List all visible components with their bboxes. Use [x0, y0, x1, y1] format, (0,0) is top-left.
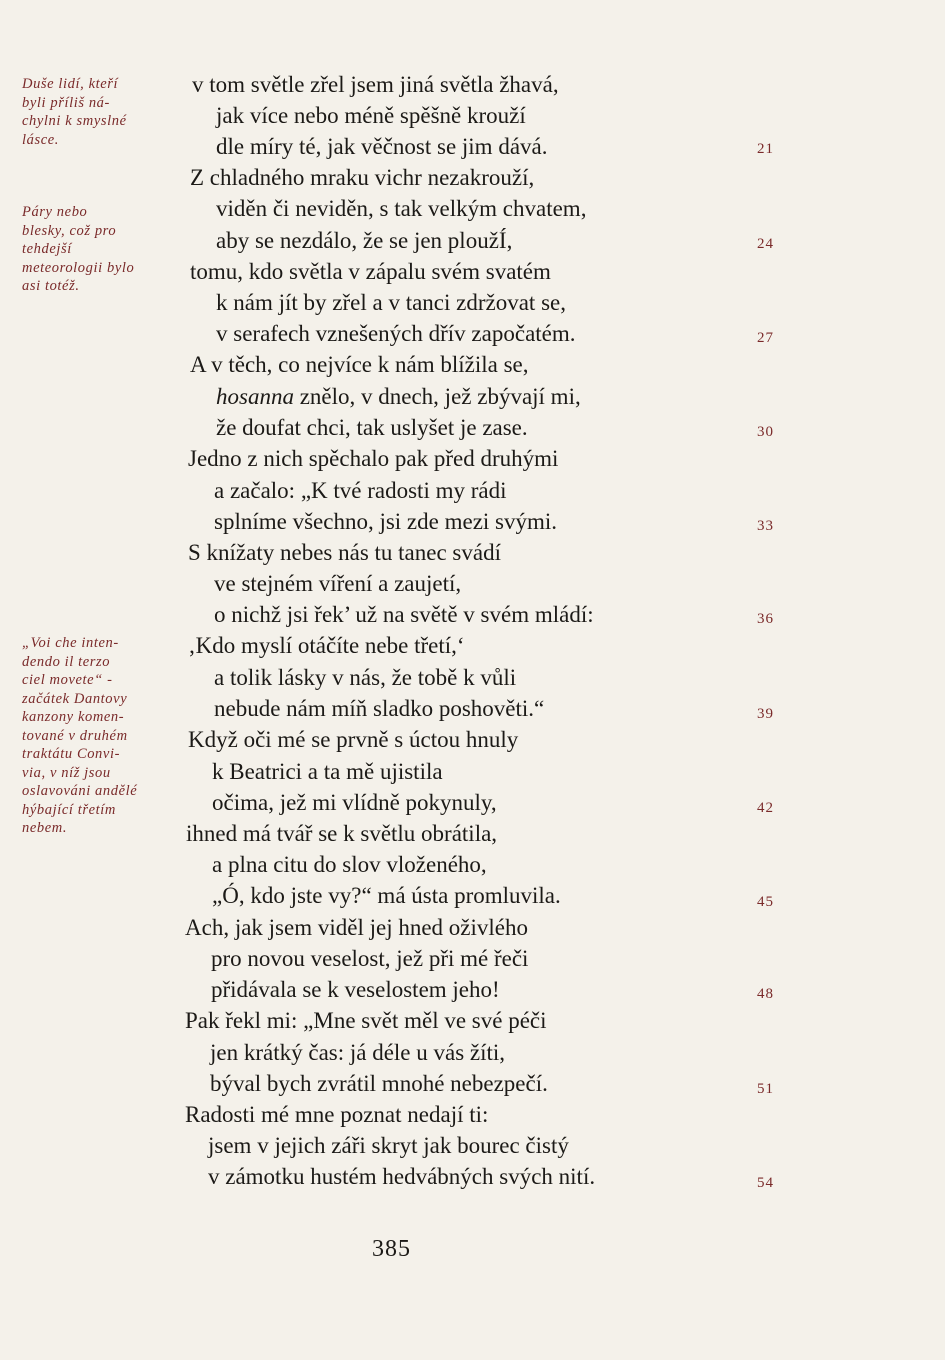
verse-line: aby se nezdálo, že se jen ploužÍ, [216, 228, 513, 253]
margin-note-line: Duše lidí, kteří [22, 76, 119, 92]
verse-line: že doufat chci, tak uslyšet je zase. [216, 415, 528, 440]
margin-note [22, 75, 172, 149]
line-number: 24 [757, 236, 774, 252]
margin-note-line: byli příliš ná- [22, 94, 110, 111]
margin-note-line: meteorologii bylo [22, 259, 135, 276]
margin-note [22, 634, 172, 838]
verse-line: Z chladného mraku vichr nezakrouží, [190, 165, 535, 190]
margin-note-line: traktátu Convi- [22, 746, 121, 762]
verse-line: a tolik lásky v nás, že tobě k vůli [214, 665, 517, 690]
verse-line: ve stejném víření a zaujetí, [214, 571, 462, 596]
margin-note-line: Páry nebo [22, 204, 88, 220]
line-number: 33 [757, 518, 774, 534]
page-number: 385 [372, 1236, 411, 1262]
line-number: 39 [757, 706, 774, 722]
verse-line: jen krátký čas: já déle u vás žíti, [210, 1040, 506, 1065]
verse-line: dle míry té, jak věčnost se jim dává. [216, 134, 548, 159]
line-number: 21 [757, 141, 774, 157]
margin-note-line: „Voi che inten- [22, 635, 119, 651]
line-number: 27 [757, 330, 774, 346]
verse-line [216, 382, 581, 412]
verse-line: v zámotku hustém hedvábných svých nití. [208, 1164, 596, 1189]
verse-line: ihned má tvář se k světlu obrátila, [186, 821, 498, 846]
margin-note-line: ciel movete“ - [22, 672, 113, 688]
verse-line: a začalo: „K tvé radosti my rádi [214, 478, 507, 503]
verse-line: o nichž jsi řek’ už na světě v svém mládí: [214, 602, 594, 627]
line-number: 48 [757, 986, 774, 1002]
verse-line: viděn či neviděn, s tak velkým chvatem, [216, 196, 587, 221]
margin-note-line: via, v níž jsou [22, 764, 111, 781]
verse-line: pro novou veselost, jež při mé řeči [211, 946, 529, 971]
verse-line: S knížaty nebes nás tu tanec svádí [188, 540, 501, 565]
verse-line: přidávala se k veselostem jeho! [211, 977, 500, 1002]
margin-note-line: nebem. [22, 820, 68, 836]
line-number: 45 [757, 894, 774, 910]
margin-note-line: chylni k smyslné [22, 113, 127, 129]
margin-note-line: začátek Dantovy [22, 690, 128, 707]
verse-line: Ach, jak jsem viděl jej hned oživlého [185, 915, 528, 940]
line-number: 36 [757, 611, 774, 627]
verse-line: k nám jít by zřel a v tanci zdržovat se, [216, 290, 566, 315]
margin-note-line: kanzony komen- [22, 709, 125, 725]
line-number: 51 [757, 1081, 774, 1097]
line-number: 54 [757, 1175, 774, 1191]
verse-line: Jedno z nich spěchalo pak před druhými [188, 446, 559, 471]
verse-line: Pak řekl mi: „Mne svět měl ve své péči [185, 1008, 547, 1033]
line-number: 42 [757, 800, 774, 816]
verse-italic-word: hosanna [216, 384, 294, 409]
margin-note-line: tované v druhém [22, 727, 128, 744]
verse-line: k Beatrici a ta mě ujistila [212, 759, 443, 784]
verse-line: tomu, kdo světla v zápalu svém svatém [190, 259, 551, 284]
margin-note-line: lásce. [22, 131, 60, 148]
verse-line: očima, jež mi vlídně pokynuly, [212, 790, 497, 815]
margin-note-line: oslavováni andělé [22, 783, 138, 799]
verse-line: býval bych zvrátil mnohé nebezpečí. [210, 1071, 548, 1096]
margin-note-line: tehdejší [22, 241, 72, 257]
verse-line: a plna citu do slov vloženého, [212, 852, 487, 877]
verse-line: jak více nebo méně spěšně krouží [216, 103, 526, 128]
line-number: 30 [757, 424, 774, 440]
verse-line: „Ó, kdo jste vy?“ má ústa promluvila. [212, 883, 561, 908]
verse-line: A v těch, co nejvíce k nám blížila se, [190, 352, 529, 377]
verse-line: Radosti mé mne poznat nedají ti: [185, 1102, 489, 1127]
margin-note-line: blesky, což pro [22, 222, 117, 239]
verse-line: v serafech vznešených dřív započatém. [216, 321, 576, 346]
verse-line: ‚Kdo myslí otáčíte nebe třetí,‘ [188, 633, 465, 658]
verse-line: v tom světle zřel jsem jiná světla žhavá, [192, 72, 559, 97]
verse-line: Když oči mé se prvně s úctou hnuly [188, 727, 519, 752]
verse-line: jsem v jejich záři skryt jak bourec čistý [208, 1133, 569, 1158]
margin-note-line: dendo il terzo [22, 653, 111, 670]
margin-note-line: asi totéž. [22, 278, 80, 294]
margin-note-line: hýbající třetím [22, 801, 116, 818]
verse-text: znělo, v dnech, jež zbývají mi, [293, 384, 581, 409]
verse-line: nebude nám míň sladko poshověti.“ [214, 696, 545, 721]
verse-line: splníme všechno, jsi zde mezi svými. [214, 509, 558, 534]
margin-note [22, 203, 172, 296]
